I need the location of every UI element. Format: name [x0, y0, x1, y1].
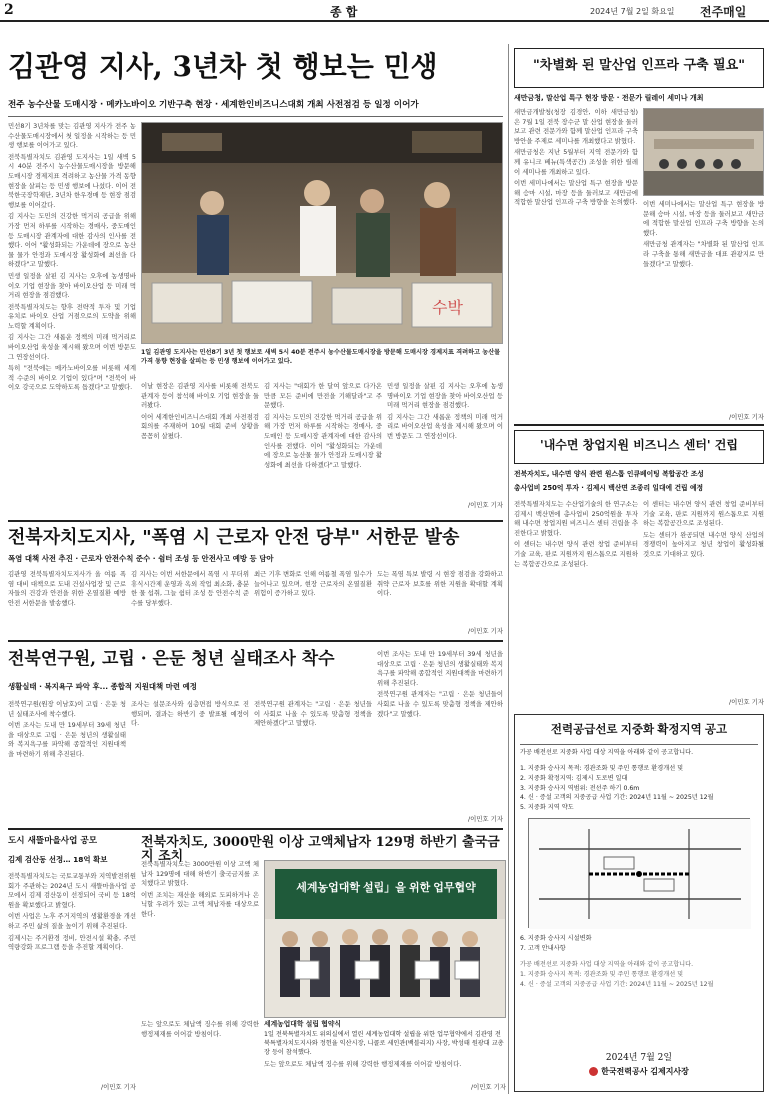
article2-col3: 최근 기후 변화로 인해 여름철 폭염 일수가 늘어나고 있으며, 현장 근로자의 온열질환 위험이 증가하고 있다.	[254, 570, 372, 598]
section-name: 종 합	[330, 5, 358, 19]
photo-banner-text: 세계농업대학 설립」을 위한 업무협약	[296, 882, 476, 894]
svg-text:수박: 수박	[432, 298, 463, 317]
article2-col1: 김관영 전북특별자치도지사가 올 여름 폭염 대비 대책으로 도내 건설사업장 및 근로자들의 건강과 안전을 위한 온열질환 예방 안전 서한문을 발송했다.	[8, 570, 126, 607]
article3-headline[interactable]: 전북연구원, 고립 · 은둔 청년 실태조사 착수	[8, 649, 335, 669]
notice-item: 2. 지중화 확정지역: 김제시 도로변 일대	[520, 774, 628, 782]
market-visit-photo	[142, 123, 503, 344]
article4-byline: /이민호 기자	[100, 1083, 136, 1091]
article2-subhead: 폭염 대책 사전 추진 · 근로자 안전수칙 준수 · 쉼터 조성 등 안전사고 예방 등 담아	[8, 554, 274, 563]
article1-col3: 김 지사는 "대회가 한 달여 앞으로 다가온 만큼 모든 준비에 만전을 기해달라"고 주문했다. 김 지사는 도민의 건강한 먹거리 공급을 위해 가장 먼저 하루를 시작하는 경매사, 중도매인 등 도매시장 관계자에 대한 감사의 인사를 전했다. 이어 "활성화되는 가운데에 장으로 농산물 물가 안정과 도매시장 활성화에 최선을 다하겠다"고 말했다.	[264, 382, 382, 469]
article5-byline: /이민호 기자	[470, 1083, 506, 1091]
notice-intro: 가공 배전선로 지중화 사업 대상 지역을 아래와 같이 공고합니다.	[520, 749, 694, 756]
seminar-photo	[644, 109, 764, 196]
kepco-logo-icon	[589, 1067, 598, 1076]
article2-byline: /이민호 기자	[467, 627, 503, 635]
article5-col1: 전북특별자치도는 3000만원 이상 고액 체납자 129명에 대해 하반기 출국금지를 조치했다고 밝혔다. 이번 조치는 재산을 해외로 도피하거나 은닉할 우려가 있는 고액 체납자를 대상으로 한다.	[141, 860, 259, 918]
article1-col4: 민생 일정을 살핀 김 지사는 오후에 농생명바이오 기업 현장을 찾아 바이오산업 등 미래 먹거리 현장을 점검했다. 김 지사는 그간 새롭운 정책의 미래 먹거리로 바이오산업 육성을 제시해 왔으며 이번 방문도 그 연장선이다.	[387, 382, 503, 440]
notice-items-2	[520, 934, 758, 954]
side2-col1: 전북특별자치도는 수산업기술의 한 연구소는 김제시 백산면에 총사업비 250억원을 투자해 내수면 창업지원 비즈니스 센터 건립을 추진한다고 밝혔다. 이 센터는 내수면 양식 관련 창업 준비부터 기술 교육, 판로 지원까지 원스톱으로 지원하는 복합공간으로 조성된다.	[514, 500, 638, 568]
notice-item: 4. 신 · 증설 고객의 지중공급 사업 기간: 2024년 11월 ~ 2025년 12월	[520, 794, 714, 802]
article2-col4: 도는 폭염 특보 발령 시 현장 점검을 강화하고 취약 근로자 보호를 위한 지원을 확대할 계획이다.	[377, 570, 503, 598]
side1-photo	[643, 108, 764, 196]
article5-photo	[264, 860, 506, 1018]
article4-subhead: 김제 검산동 선정… 18억 확보	[8, 855, 108, 864]
article3-col4: 이번 조사는 도내 만 19세부터 39세 청년을 대상으로 고립 · 은둔 청년의 생활실태와 복지욕구를 파악해 종합적인 지원대책을 마련하기 위해 추진된다. 전북연구원 관계자는 "고립 · 은둔 청년들이 사회로 나올 수 있도록 맞춤형 정책을 제안하겠다"고 말했다.	[377, 650, 503, 718]
notice-details: 가공 배전선로 지중화 사업 대상 지역을 아래와 같이 공고합니다. 1. 지중화 승사지 목적: 경관조화 및 주민 통행로 환경개선 및 4. 신 · 증설 고객의 지중공급 사업 기간: 2024년 11월 ~ 2025년 12월	[520, 961, 714, 988]
paper-name: 전주매일	[700, 5, 747, 19]
article4-headline[interactable]: 도시 새뜰마을사업 공모	[8, 836, 97, 846]
notice-item: 3. 지중화 승사지 역범위: 전선주 하기 0.6m	[520, 784, 640, 792]
location-map-diagram	[529, 819, 751, 929]
side1-col2: 이번 세미나에서는 말산업 특구 현장을 방문해 승마 시설, 마장 등을 둘러보고 새만금에 적합한 말산업 인프라 구축 방향을 논의했다. 새만금청 관계자는 "차별화 된 말산업 인프라 구축을 통해 새만금을 대표 관광지로 만들겠다"고 말했다.	[643, 200, 764, 268]
article1-photo-caption: 1일 김관영 도지사는 민선8기 3년 첫 행보로 새벽 5시 40분 전주시 농수산물도매시장을 방문해 도매시장 경제지표 격려하고 농산물 가격 동향 현장을 살피는 등 민생 행보에 이어가고 있다.	[141, 349, 501, 365]
notice-title[interactable]: 전력공급선로 지중화 확정지역 공고	[550, 724, 728, 736]
article5-headline[interactable]: 전북자치도, 3000만원 이상 고액체납자 129명 하반기 출국금지 조치	[141, 835, 500, 865]
side1-col1: 새만금개발청(청장 김경안, 이하 새만금청)은 7월 1일 전북 장수군 말 산업 현장을 둘러보고 관련 전문가와 함께 말산업 인프라 구축 방안을 주제로 세미나를 개최했다고 밝혔다. 새만금청은 지난 5월부터 지역 전문가와 함께 유니크 베뉴(특색공간) 조성을 위한 릴레이 세미나를 개최하고 있다. 이번 세미나에서는 말산업 특구 현장을 방문해 승마 시설, 마장 등을 둘러보고 새만금에 적합한 말산업 인프라 구축 방향을 논의했다.	[514, 108, 638, 207]
side2-byline: /이민호 기자	[728, 698, 764, 706]
notice-item: 6. 지중화 승사지 시설변화	[520, 935, 592, 942]
article1-photo	[141, 122, 503, 344]
article3-byline: /이민호 기자	[467, 815, 503, 823]
side1-headline[interactable]: "차별화 된 말산업 인프라 구축 필요"	[533, 58, 745, 73]
page-header	[0, 0, 769, 22]
article3-col2: 조사는 설문조사와 심층면접 방식으로 진행되며, 결과는 하반기 중 발표될 예정이다.	[131, 700, 249, 728]
issue-date: 2024년 7월 2일 화요일	[590, 7, 675, 16]
article3-col1: 전북연구원(원장 이남호)이 고립 · 은둔 청년 실태조사에 착수했다. 이번 조사는 도내 만 19세부터 39세 청년을 대상으로 고립 · 은둔 청년의 생활실태와 복지욕구를 파악해 종합적인 지원대책을 마련하기 위해 추진된다.	[8, 700, 126, 758]
notice-items	[520, 764, 758, 813]
notice-map	[528, 818, 750, 928]
agreement-ceremony-photo	[265, 861, 506, 1018]
article5-col3: 도는 앞으로도 체납액 징수를 위해 강력한 행정제재를 이어갈 방침이다.	[264, 1060, 462, 1068]
article5-photo-caption-title: 세계농업대학 설립 협약식	[264, 1020, 341, 1028]
side2-headline-box	[514, 430, 764, 464]
notice-item: 7. 고객 안내사항	[520, 944, 566, 952]
article2-col2: 김 지사는 이번 서한문에서 폭염 시 무더위 휴식시간제 운영과 옥외 작업 최소화, 충분한 물 섭취, 그늘 쉼터 조성 등 안전수칙 준수를 당부했다.	[131, 570, 249, 607]
article2-headline[interactable]: 전북자치도지사, "폭염 시 근로자 안전 당부" 서한문 발송	[8, 527, 460, 548]
notice-issuer: 한국전력공사 김제지사장	[520, 1066, 758, 1077]
article1-col1: 민선8기 3년차를 맞는 김관영 지사가 전주 농수산물도매시장에서 첫 일정을 시작하는 등 민생 행보를 이어가고 있다. 전북특별자치도 김관영 도지사는 1일 새벽 5시 40분 전주시 농수산물도매시장을 방문해 도매시장 경제지표 격려하고 농산물 가격 동향 현장을 살피는 등 민생 행보에 나섰다. 이어 전북한국장학재단, 3년차 한우경매 등 현장 점검 행보를 이어갔다. 김 지사는 도민의 건강한 먹거리 공급을 위해 가장 먼저 하루를 시작하는 경매사, 중도매인 등 도매시장 관계자에 대한 감사의 인사를 전했다. 이어 "활성화되는 가운데에 장으로 농산물 물가 안정과 도매시장 활성화에 최선을 다하겠다"고 말했다. 민생 일정을 살핀 김 지사는 오후에 농생명바이오 기업 현장을 찾아 바이오산업 등 미래 먹거리 현장을 점검했다. 전북특별자치도는 향후 전략적 투자 및 기업 유치로 바이오 산업 거점으로의 도약을 위해 노력할 계획이다. 김 지사는 그간 새롭운 정책의 미래 먹거리로 바이오산업 육성을 제시해 왔으며 이번 방문도 그 연장선이다. 특히 "전북에는 메카노바이오를 비롯해 세계적 수준의 바이오 기업이 있다"며 "전북이 바이오 강국으로 도약하도록 돕겠다"고 말했다.	[8, 122, 136, 392]
article4-body: 전북특별자치도는 국토교통부와 지역발전위원회가 주관하는 2024년 도시 새뜰마을사업 공모에서 김제 검산동이 선정되어 국비 등 18억원을 확보했다고 밝혔다. 이번 사업은 노후 주거지역의 생활환경을 개선하고 주민 삶의 질을 높이기 위해 추진된다. 김제시는 주거환경 정비, 안전시설 확충, 주민 역량강화 프로그램 등을 추진할 계획이다.	[8, 872, 136, 952]
notice-date: 2024년 7월 2일	[605, 1053, 673, 1063]
side1-subhead: 새만금청, 말산업 특구 현장 방문 · 전문가 릴레이 세미나 개최	[514, 94, 704, 102]
article1-headline[interactable]: 김관영 지사, 3년차 첫 행보는 민생	[8, 50, 438, 83]
side2-col2: 이 센터는 내수면 양식 관련 창업 준비부터 기술 교육, 판로 지원까지 원스톱으로 지원하는 복합공간으로 조성된다. 도는 센터가 완공되면 내수면 양식 산업의 경쟁력이 높아지고 청년 창업이 활성화될 것으로 기대하고 있다.	[643, 500, 764, 558]
side2-subhead1: 전북자치도, 내수면 양식 관련 원스톱 인큐베이팅 복합공간 조성	[514, 470, 704, 478]
side2-headline[interactable]: '내수면 창업지원 비즈니스 센터' 건립	[540, 438, 738, 452]
side1-headline-box	[514, 48, 764, 88]
notice-item: 5. 지중화 지역 약도	[520, 804, 574, 812]
notice-item: 1. 지중화 승사지 목적: 경관조화 및 주민 통행로 환경개선 및	[520, 765, 684, 772]
page-number: 2	[4, 2, 14, 18]
article1-byline: /이민호 기자	[467, 501, 503, 509]
side2-subhead2: 총사업비 250억 투자 · 김제시 백산면 조종리 일대에 건립 예정	[514, 484, 704, 492]
article1-subhead: 전주 농수산물 도매시장 · 메카노바이오 기반구축 현장 · 세계한인비즈니스대회 개최 사전점검 등 일정 이어가	[8, 100, 419, 110]
side1-byline: /이민호 기자	[728, 413, 764, 421]
article5-col2: 도는 앞으로도 체납액 징수를 위해 강력한 행정제재를 이어갈 방침이다.	[141, 1020, 259, 1038]
article3-subhead: 생활실태 · 복지욕구 파악 후... 종합적 지원대책 마련 예정	[8, 682, 197, 691]
article5-photo-caption: 1일 전북특별자치도 위의실에서 열린 세계농업대학 설립을 위한 업무협약에서 김관영 전북특별자치도지사와 정헌율 익산시장, 니콜로 세인관(백블리지) 사장, 박성태 원광대 교총장 등이 참석했다.	[264, 1031, 504, 1056]
article1-col2: 이날 현장은 김관영 지사를 비롯해 전북도 관계자 등이 참석해 바이오 기업 현장을 둘러봤다. 이어 세계한인비즈니스대회 개최 사전점검 회의를 주재하며 10월 대회 준비 상황을 꼼꼼히 살폈다.	[141, 382, 259, 440]
article3-col3: 전북연구원 관계자는 "고립 · 은둔 청년들이 사회로 나올 수 있도록 맞춤형 정책을 제안하겠다"고 말했다.	[254, 700, 372, 728]
